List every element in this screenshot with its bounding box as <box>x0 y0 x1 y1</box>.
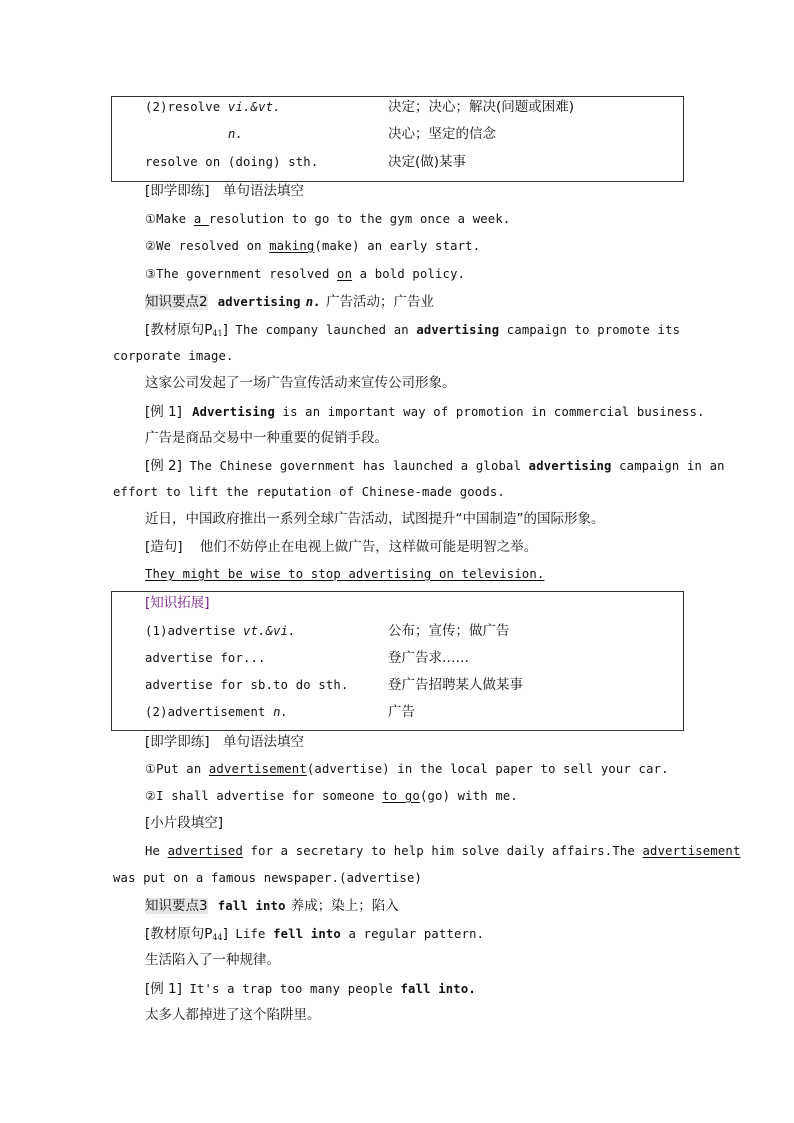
sentence-making-answer: They might be wise to stop advertising on television. <box>145 567 545 581</box>
knowledge-point-tag: 知识要点2 <box>145 294 208 310</box>
example-2-line2: effort to lift the reputation of Chinese-made goods. <box>113 485 505 499</box>
knowledge-point-2-heading: 知识要点2 advertising n. 广告活动；广告业 <box>145 294 434 310</box>
box1-row3-cn: 决定(做)某事 <box>388 154 467 170</box>
passage-fill-line2: was put on a famous newspaper.(advertise) <box>113 871 423 885</box>
textbook-source-2-cn: 这家公司发起了一场广告宣传活动来宣传公司形象。 <box>145 375 456 391</box>
drill1-item-1: ①Make a resolution to go to the gym once a week. <box>145 212 511 226</box>
knowledge-expansion-title: [知识拓展] <box>145 595 210 611</box>
textbook-source-3: [教材原句$P_{44}$] Life fell into a regular pattern. <box>145 926 485 942</box>
drill2-header: [即学即练] 单句语法填空 <box>145 734 305 750</box>
box2-row4-cn: 广告 <box>388 704 415 720</box>
knowledge-point-3-heading: 知识要点3 fall into 养成；染上；陷入 <box>145 898 399 914</box>
box2-row3-en: advertise for sb.to do sth. <box>145 678 349 692</box>
knowledge-point-tag: 知识要点3 <box>145 898 208 914</box>
box1-row1-cn: 决定；决心；解决(问题或困难) <box>388 99 575 115</box>
box1-row2-en: n. <box>228 127 244 141</box>
passage-fill-line1: He advertised for a secretary to help him solve daily affairs.The advertisement <box>145 844 741 858</box>
box2-row1-cn: 公布；宣传；做广告 <box>388 623 510 639</box>
textbook-source-2-line2: corporate image. <box>113 349 234 363</box>
box1-row3-en: resolve on (doing) sth. <box>145 155 319 169</box>
passage-fill-header: [小片段填空] <box>145 815 224 831</box>
box2-row4-en: (2)advertisement n. <box>145 705 289 719</box>
example-3: [例 1] It's a trap too many people fall into. <box>145 981 476 997</box>
box2-row2-en: advertise for... <box>145 651 266 665</box>
box2-row1-en: (1)advertise vt.&vi. <box>145 624 296 638</box>
sentence-making-prompt: [造句] 他们不妨停止在电视上做广告，这样做可能是明智之举。 <box>145 539 538 555</box>
box1-row1-en: (2)resolve vi.&vt. <box>145 100 281 114</box>
example-2-cn: 近日，中国政府推出一系列全球广告活动，试图提升“中国制造”的国际形象。 <box>145 511 605 527</box>
drill1-item-2: ②We resolved on making(make) an early start. <box>145 239 481 253</box>
textbook-source-3-cn: 生活陷入了一种规律。 <box>145 952 280 968</box>
example-1: [例 1] Advertising is an important way of promotion in commercial business. <box>145 404 705 420</box>
box1-row2-cn: 决心；坚定的信念 <box>388 126 496 142</box>
drill1-item-3: ③The government resolved on a bold policy. <box>145 267 466 281</box>
box2-row2-cn: 登广告求…… <box>388 650 469 666</box>
drill2-item-2: ②I shall advertise for someone to go(go) with me. <box>145 789 518 803</box>
drill2-item-1: ①Put an advertisement(advertise) in the local paper to sell your car. <box>145 762 669 776</box>
example-1-cn: 广告是商品交易中一种重要的促销手段。 <box>145 430 388 446</box>
example-3-cn: 太多人都掉进了这个陷阱里。 <box>145 1007 321 1023</box>
box2-row3-cn: 登广告招聘某人做某事 <box>388 677 523 693</box>
drill1-header: [即学即练] 单句语法填空 <box>145 183 305 199</box>
textbook-source-2: [教材原句$P_{41}$] The company launched an advertising campaign to promote its <box>145 322 681 338</box>
example-2: [例 2] The Chinese government has launched a global advertising campaign in an <box>145 458 725 474</box>
